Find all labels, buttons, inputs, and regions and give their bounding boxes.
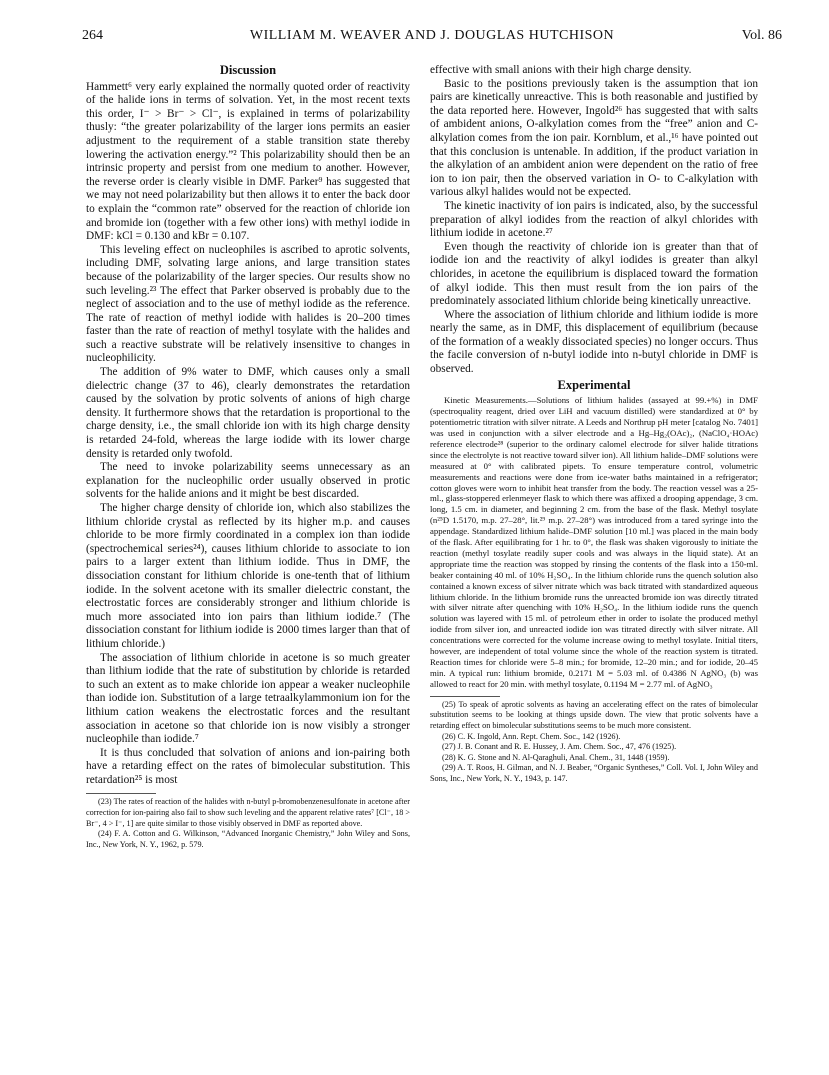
paragraph: It is thus concluded that solvation of anions and ion-pairing both have a retarding effect on the rates of bimolecular substitution. This retardation²⁵ is most [86,746,410,786]
running-head-authors: WILLIAM M. WEAVER AND J. DOUGLAS HUTCHISON [249,28,615,43]
left-column [86,62,410,850]
footnote-divider [430,696,500,697]
experimental-heading: Experimental [557,377,631,392]
footnote: (24) F. A. Cotton and G. Wilkinson, “Advanced Inorganic Chemistry,” John Wiley and Sons, Inc., New York, N. Y., 1962, p. 579. [86,829,410,849]
footnotes-left [86,797,410,850]
experimental-section [430,395,758,689]
paragraph: The kinetic inactivity of ion pairs is indicated, also, by the successful preparation of alkyl iodides from the reaction of alkyl chlorides with lithium iodide in acetone.²⁷ [430,199,758,240]
footnote: (23) The rates of reaction of the halides with n-butyl p-bromobenzenesulfonate in acetone after correction for ion-pairing also fail to show such leveling and the apparent relative rates⁷ [Cl⁻, 18 > Br⁻, 4 > I⁻, 1] are quite similar to those visibly observed in DMF as reported above. [86,797,410,828]
paragraph: Hammett⁶ very early explained the normally quoted order of reactivity of the halide ions in terms of solvation. Yet, in the most recent texts this order, I⁻ > Br⁻ > Cl⁻, is explained in terms of polarizability thusly: “the greater polarizability of the larger ions permits an easier adjustment to the requirement of a stable transition state thereby lowering the activation energy.”² This polarizability should then be an intrinsic property and persist from one medium to another. However, the reverse order is clearly visible in DMF. Parker⁹ has suggested that we may not need polarizability but then allows it to enter the back door to explain the “common rate” observed for the reaction of chloride ion and bromide ion (together with a few other ions) with methyl iodide in DMF: kCl = 0.130 and kBr = 0.107. [86,80,410,243]
footnote: (25) To speak of aprotic solvents as having an accelerating effect on the rates of bimolecular substitution seems to be looking at things upside down. The view that protic solvents have a retarding effect on bimolecular substitutions seems to be much more consistent. [430,699,758,730]
footnote: (27) J. B. Conant and R. E. Hussey, J. Am. Chem. Soc., 47, 476 (1925). [442,742,677,752]
experimental-paragraph: Kinetic Measurements.—Solutions of lithium halides (assayed at 99.+%) in DMF (spectroquality reagent, dried over LiH and vacuum distilled) were standardized at 0° by potentiometric titration with silver nitrate. A Leeds and Northrup pH meter [catalog No. 7401] was used in conjunction with a silver electrode and a Hg–Hg₂(OAc)₂, (NaClO₄·HOAc) reference electrode²⁸ (superior to the ordinary calomel electrode for silver halide titrations since the electrolyte is not reactive toward silver ion). All lithium halide–DMF solutions were measured at 0° with calibrated pipets. To ensure temperature control, volumetric measurements and reactions were done from ice-water baths maintained in a refrigerator; cotton gloves were worn to inhibit heat transfer from the body. The reaction vessel was a 25-ml., glass-stoppered erlenmeyer flask to which there was affixed a drooping appendage, 3 cm. long, 1.5 cm. in diameter, and beginning 2 cm. from the base of the flask. Methyl tosylate (n²⁵D 1.5170, m.p. 27–28°, lit.²⁹ m.p. 27–28°) was introduced from a tared syringe into the appendage. Standardized lithium halide–DMF solution [10 ml.] was placed in the main body of the flask. After equilibrating for 1 hr. to 0°, the flask was shaken vigorously to initiate the reaction (methyl tosylate readily super cools and was always in the liquid state). At an appropriate time the reaction was stopped by rinsing the contents of the flask into a 150-ml. beaker containing 40 ml. of 10% H₂SO₄. In the lithium chloride runs the quench solution also contained a known excess of silver nitrate which was back titrated with standardized aqueous lithium chloride. In the lithium bromide runs the unreacted bromide ion was directly titrated with silver nitrate after quenching with 10% H₂SO₄. In the lithium iodide runs the quench solution was layered with 15 ml. of petroleum ether in order to isolate the produced methyl iodide from silver ion, and unreacted iodide ion was titrated directly with silver nitrate. All concentrations were corrected for the volume increase owing to methyl tosylate. Initial titers, however, are independent of total volume since the whole of the reaction system is titrated. Reaction times for chloride were 5–8 min.; for bromide, 12–20 min.; and for iodide, 20–45 min. A typical run: lithium bromide, 0.2171 M = 5.03 ml. of 0.4386 N AgNO₃ (b) was allowed to react for 20 min. with methyl tosylate, 0.1194 M = 2.77 ml. of AgNO₃ [430,395,758,689]
paragraph: The need to invoke polarizability seems unnecessary as an explanation for the nucleophilic order usually observed in protic solvents for the halide anions and it might be best discarded. [86,461,410,501]
footnote-divider [86,793,156,794]
discussion-heading: Discussion [219,63,277,77]
paragraph: The higher charge density of chloride ion, which also stabilizes the lithium chloride crystal as reflected by its higher m.p. and causes chloride to be more firmly coordinated in a complex ion than iodide (spectrochemical series²⁴), causes lithium chloride to associate to ion pairs to a larger extent than lithium iodide. Thus in DMF, the dissociation constant for lithium chloride is one-tenth that of lithium iodide. In the solvent acetone with its smaller dielectric constant, the electrostatic forces are considerably stronger and lithium chloride is much more associated into ion pairs than lithium iodide.⁷ (The dissociation constant for lithium iodide is 2000 times larger than that of lithium chloride.) [86,502,410,650]
paragraph: Where the association of lithium chloride and lithium iodide is more nearly the same, as in DMF, this displacement of equilibrium (because of the formation of a weakly dissociated species) no longer occurs. Thus the facile conversion of n-butyl iodide into n-butyl chloride in DMF is observed. [430,308,758,376]
paragraph: The addition of 9% water to DMF, which causes only a small dielectric change (37 to 46), clearly demonstrates the retardation caused by the solvation by protic solvents of anions of high charge density. It furthermore shows that the retardation is proportional to the charge density, i.e., the small chloride ion with its high charge density is retarded 24-fold, whereas the large iodide with its lower charge density is retarded only twofold. [86,366,410,460]
paragraph: Even though the reactivity of chloride ion is greater than that of iodide ion and the reactivity of alkyl iodides is greater than alkyl chlorides, in acetone the equilibrium is displaced toward the formation of alkyl iodide. This then must result from the ion pairs of the predominately associated lithium chloride being kinetically unreactive. [430,240,758,308]
paragraph: effective with small anions with their high charge density. [430,64,692,76]
paragraph: This leveling effect on nucleophiles is ascribed to aprotic solvents, including DMF, solvating large anions, and large transition states because of the polarizability of the larger species. Our results show no such leveling.²³ The effect that Parker observed is probably due to the neglect of association and to the use of methyl iodide as the reference. The rate of reaction of methyl iodide with halides is 20–200 times faster than the rate of reaction of methyl tosylate with the halides and such a reactive substrate will be relatively insensitive to changes in nucleophilicity. [86,243,410,365]
footnote: (26) C. K. Ingold, Ann. Rept. Chem. Soc., 142 (1926). [442,731,621,741]
paragraph: Basic to the positions previously taken is the assumption that ion pairs are kinetically unreactive. This is both reasonable and justified by the data reported here. However, Ingold²⁶ has suggested that with salts of ambident anions, O-alkylation comes from the “free” anion and C-alkylation comes from the ion pair. Kornblum, et al.,¹⁶ have pointed out that this conclusion is untenable. In addition, if the product variation in the alkylation of an ambident anion were dependent on the ratio of free ion to ion pair, then the observed variation in O- to C-alkylation with various alkyl halides would not be expected. [430,77,758,199]
page-number: 264 [82,28,103,43]
right-column [430,64,758,784]
running-header [82,28,782,50]
paragraph: The association of lithium chloride in acetone is so much greater than lithium iodide that the rate of substitution by chloride is retarded to such an extent as to make chloride ion appear a weaker nucleophile than iodide ion. Substitution of a large tetraalkylammonium ion for the lithium cation weakens the electrostatic forces and the resultant association in acetone so that chloride ion is now visibly a stronger nucleophile than iodide.⁷ [86,651,410,746]
footnotes-right [430,700,758,785]
footnote: (29) A. T. Roos, H. Gilman, and N. J. Beaber, “Organic Syntheses,” Coll. Vol. I, John Wiley and Sons, Inc., New York, N. Y., 1943, p. 147. [430,763,758,783]
volume-label: Vol. 86 [741,28,782,43]
footnote: (28) K. G. Stone and N. Al-Qaraghuli, Anal. Chem., 31, 1448 (1959). [442,752,670,762]
